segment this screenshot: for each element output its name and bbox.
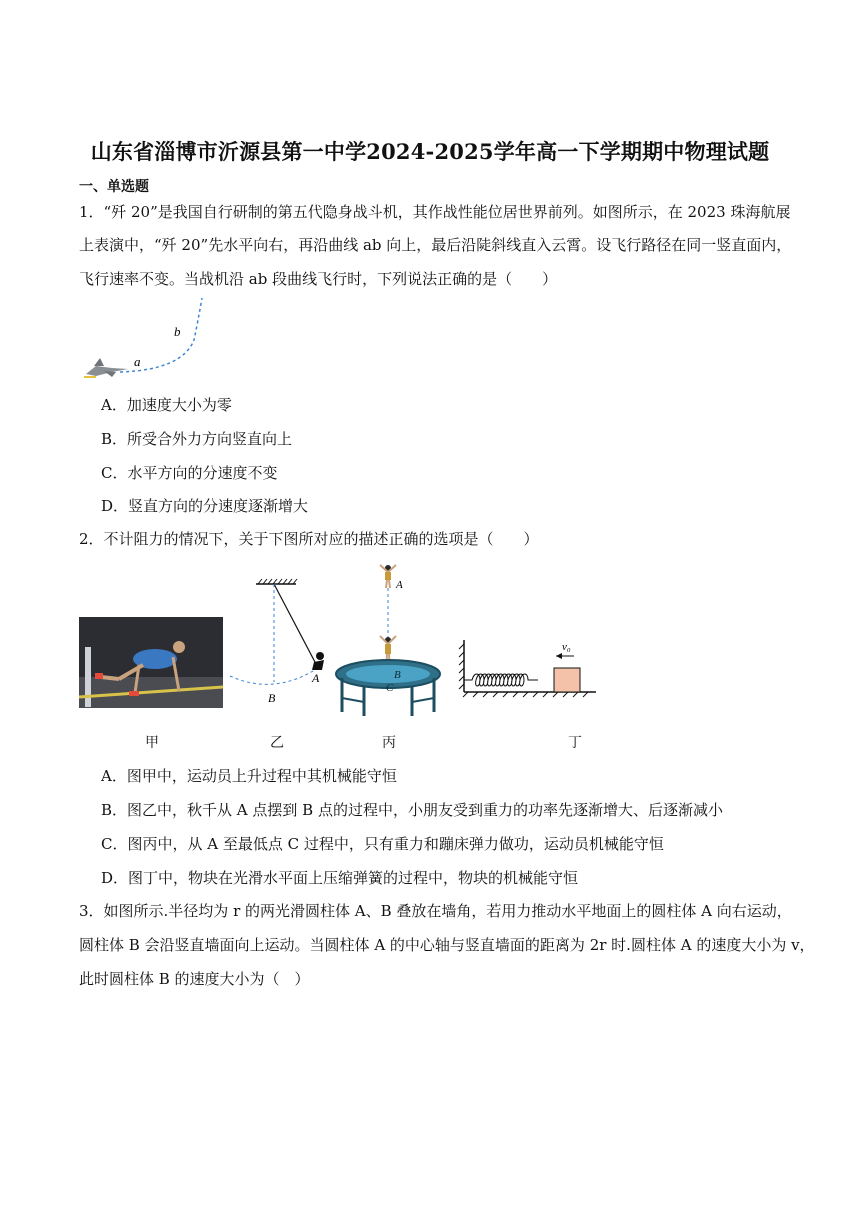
section-heading: 一、单选题 [79,179,149,195]
q1-option-a: A．加速度大小为零 [101,396,232,414]
q2-option-b: B．图乙中，秋千从 A 点摆到 B 点的过程中，小朋友受到重力的功率先逐渐增大、后逐渐减小 [101,801,723,819]
q2-option-a: A．图甲中，运动员上升过程中其机械能守恒 [101,767,397,785]
caption-bing: 丙 [382,735,396,751]
q2-option-c: C．图丙中，从 A 至最低点 C 过程中，只有重力和蹦床弹力做功，运动员机械能守恒 [101,835,664,853]
trampoline-label-c: C [386,682,394,694]
swing-label-b: B [268,691,276,705]
q1-option-c: C．水平方向的分速度不变 [101,464,278,482]
q1-label-a: a [134,354,141,369]
gymnast-top-icon [380,565,396,588]
caption-ding: 丁 [568,735,582,751]
q2-option-d: D．图丁中，物块在光滑水平面上压缩弹簧的过程中，物块的机械能守恒 [101,869,579,887]
swing-label-a: A [312,671,320,685]
q1-label-b: b [174,324,181,339]
caption-jia: 甲 [145,735,159,751]
q1-line-3: 飞行速率不变。当战机沿 ab 段曲线飞行时，下列说法正确的是（ ） [79,270,558,288]
q1-flight-path-figure [82,296,212,381]
spring-icon [464,674,538,686]
pole-vault-photo [79,617,223,708]
trampoline-figure [334,562,444,718]
trampoline-label-a: A [396,579,403,591]
velocity-label: v₀ [562,641,571,653]
q3-line-1: 3．如图所示.半径均为 r 的两光滑圆柱体 A、B 叠放在墙角，若用力推动水平地面上的圆柱体 A 向右运动， [79,902,792,920]
q3-line-3: 此时圆柱体 B 的速度大小为（ ） [79,970,310,988]
block-icon [554,668,580,692]
page-title: 山东省淄博市沂源县第一中学2024-2025学年高一下学期期中物理试题 [90,139,770,164]
q3-line-2: 圆柱体 B 会沿竖直墙面向上运动。当圆柱体 A 的中心轴与竖直墙面的距离为 2r 时.圆柱体 A 的速度大小为 v， [79,936,815,954]
spring-block-figure [456,636,601,698]
caption-yi: 乙 [270,735,284,751]
q1-line-1: 1．“歼 20”是我国自行研制的第五代隐身战斗机，其作战性能位居世界前列。如图所示，在 2023 珠海航展 [79,203,791,221]
q1-option-d: D．竖直方向的分速度逐渐增大 [101,497,309,515]
q1-option-b: B．所受合外力方向竖直向上 [101,430,293,448]
trampoline-label-b: B [394,669,401,681]
q2-stem: 2．不计阻力的情况下，关于下图所对应的描述正确的选项是（ ） [79,530,539,548]
q1-line-2: 上表演中，“歼 20”先水平向右，再沿曲线 ab 向上，最后沿陡斜线直入云霄。设飞行路径在同一竖直面内， [79,236,792,254]
swing-figure [228,578,340,708]
jet-icon [84,358,128,377]
